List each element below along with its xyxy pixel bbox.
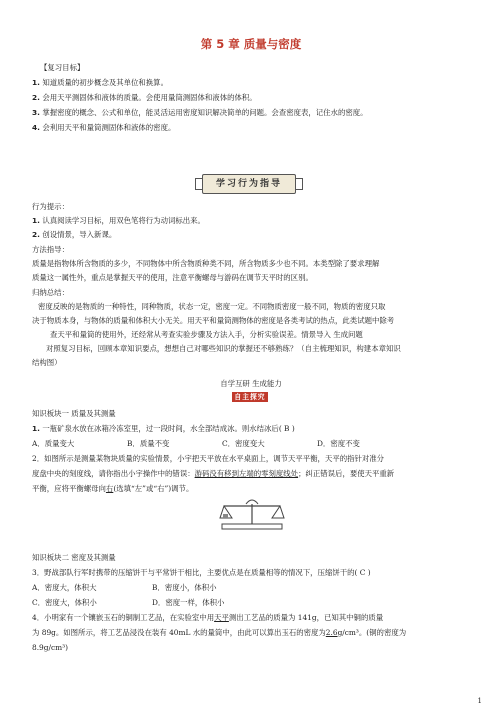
- review-item-4: 4. 会利用天平和量筒测固体和液体的密度。: [32, 123, 176, 132]
- question-2-line-1: 2．如图所示是测量某物块质量的实验情景，小宇把天平放在水平桌面上，调节天平平衡，天平的指针对准分: [32, 454, 385, 463]
- question-2-line-2: 度盘中央的刻度线，请你指出小宇操作中的错误：游码没有移到左端的零刻度线处；纠正错误后，要使天平重新: [32, 469, 395, 478]
- method-line-1: 质量是指物体所含物质的多少，不同物体中所含物质种类不同，所含物质多少也不同。本类型除了要求理解: [32, 259, 380, 268]
- block1-heading: 知识板块一 质量及其测量: [32, 409, 116, 418]
- guide-banner: 学习行为指导: [202, 174, 296, 194]
- block2-heading: 知识板块二 密度及其测量: [32, 553, 116, 562]
- answer-blank-1: 游码没有移到左端的零刻度线处: [194, 469, 299, 478]
- review-heading: 【复习目标】: [40, 63, 85, 72]
- balance-scale-figure: [216, 492, 288, 532]
- prompt-item-1: 1. 认真阅读学习目标，用双色笔将行为动词标出来。: [32, 216, 205, 225]
- question-3: 3．野战部队行军时携带的压缩饼干与平常饼干相比，主要优点是在质量相等的情况下，压缩饼干的( C ): [32, 568, 371, 577]
- q3-option-d: D．密度一样，体积小: [152, 598, 225, 607]
- self-study-tag: 自主探究: [232, 392, 268, 402]
- question-4-line-2: 为 89g。如图所示，将工艺品浸没在装有 40mL 水的量筒中，由此可以算出玉石的密度为2.6g/cm³。(铜的密度为: [32, 628, 407, 637]
- option-a: A．质量变大: [32, 439, 75, 448]
- option-d: D．密度不变: [317, 439, 360, 448]
- section-title: 自学互研 生成能力: [220, 379, 282, 388]
- question-4-line-1: 4．小明家有一个镶嵌玉石的铜制工艺品，在实验室中用天平测出工艺品的质量为 141g，已知其中铜的质量: [32, 613, 384, 622]
- method-line-2: 质量这一属性外，重点是掌握天平的使用，注意平衡螺母与游码在调节天平时的区别。: [32, 273, 313, 282]
- question-1-options: [32, 439, 480, 449]
- intro-line-2: 结构图）: [32, 358, 62, 367]
- summary-line-3: 查天平和量筒的使用外，还经常从考查实验步骤及方法入手，分析实验误差。情景导入 生成问题: [50, 330, 363, 339]
- answer-blank-3: 天平: [214, 613, 229, 622]
- prompt-item-2: 2. 创设情景，导入新课。: [32, 230, 117, 239]
- q3-option-c: C．密度大，体积小: [32, 598, 97, 607]
- option-c: C．密度变大: [222, 439, 265, 448]
- review-item-3: 3. 掌握密度的概念、公式和单位，能灵活运用密度知识解决简单的问题。会查密度表，记住水的密度。: [32, 108, 368, 117]
- q3-option-b: B．密度小，体积小: [152, 583, 217, 592]
- page-number: 1: [477, 697, 482, 705]
- answer-blank-4: 2.6: [325, 628, 338, 637]
- method-heading: 方法指导：: [32, 245, 69, 254]
- summary-heading: 归纳总结：: [32, 288, 69, 297]
- prompt-heading: 行为提示：: [32, 202, 69, 211]
- summary-line-2: 决于物质本身，与物体的质量和体积大小无关。用天平和量筒测物体的密度是各类考试的热点，此类试题中除考: [32, 316, 395, 325]
- chapter-title: 第 5 章 质量与密度: [200, 37, 302, 51]
- intro-line-1: 对照复习目标，回顾本章知识要点，想想自己对哪些知识的掌握还不够熟练？（自主梳理知识，构建本章知识: [46, 344, 401, 353]
- review-item-1: 1. 知道质量的初步概念及其单位和换算。: [32, 78, 168, 87]
- option-b: B．质量不变: [127, 439, 170, 448]
- question-2-line-3: 平衡，应将平衡螺母向右(选填“左”或“右”)调节。: [32, 484, 194, 493]
- question-3-options-2: [32, 598, 480, 608]
- summary-line-1: 密度反映的是物质的一种特性，同种物质，状态一定，密度一定。不同物质密度一般不同，物质的密度只取: [38, 302, 386, 311]
- question-3-options-1: [32, 583, 480, 593]
- review-item-2: 2. 会用天平测固体和液体的质量。会使用量筒测固体和液体的体积。: [32, 93, 257, 102]
- q3-option-a: A．密度大，体积大: [32, 583, 97, 592]
- question-4-line-3: 8.9g/cm³): [32, 643, 68, 652]
- question-1: 1. 一瓶矿泉水放在冰箱冷冻室里，过一段时间，水全部结成冰。则水结冰后( B ): [32, 424, 295, 433]
- answer-blank-2: 右: [105, 484, 114, 493]
